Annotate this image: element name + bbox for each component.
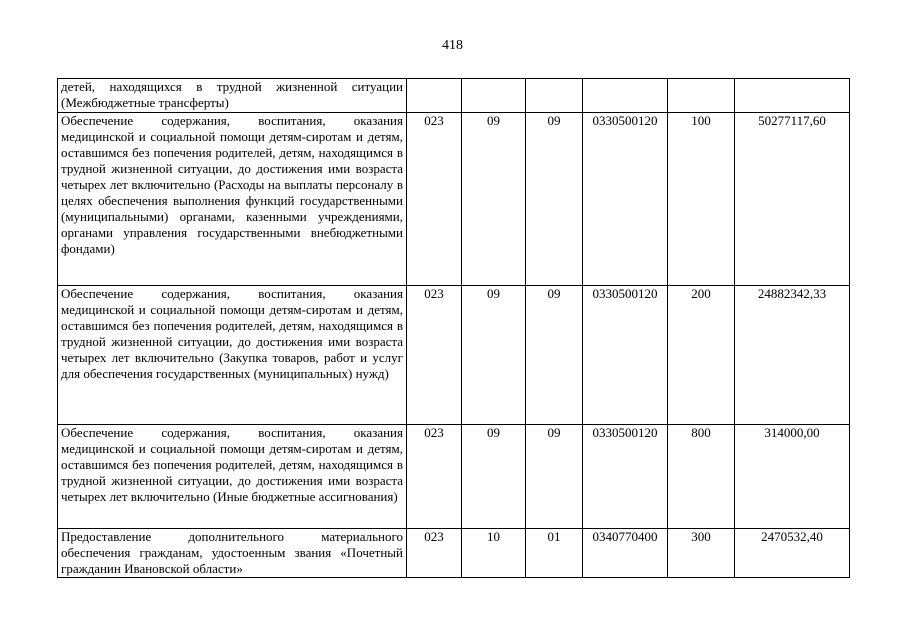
section-code: 10: [462, 529, 526, 578]
section-code: 09: [462, 113, 526, 286]
amount: 2470532,40: [735, 529, 850, 578]
expense-type-code: 300: [668, 529, 735, 578]
table-row: [58, 529, 850, 578]
subsection-code: 09: [526, 286, 583, 425]
expense-description: детей, находящихся в трудной жизненной ситуации (Межбюджетные трансферты): [58, 79, 407, 113]
expense-description: Обеспечение содержания, воспитания, оказания медицинской и социальной помощи детям-сиротам и детям, оставшимся без попечения родителей, детям, находящимся в трудной жизненной ситуации, до достижения ими возраста четырех лет включительно (Расходы на выплаты персоналу в целях обеспечения выполнения функций государственными (муниципальными) органами, казенными учреждениями, органами управления государственными внебюджетными фондами): [58, 113, 407, 286]
section-code: [462, 79, 526, 113]
ministry-code: 023: [407, 286, 462, 425]
target-article-code: 0330500120: [583, 286, 668, 425]
subsection-code: 09: [526, 425, 583, 529]
ministry-code: [407, 79, 462, 113]
table-row: [58, 425, 850, 529]
subsection-code: [526, 79, 583, 113]
table-row: [58, 79, 850, 113]
target-article-code: [583, 79, 668, 113]
table-row: [58, 113, 850, 286]
target-article-code: 0330500120: [583, 113, 668, 286]
expense-type-code: [668, 79, 735, 113]
ministry-code: 023: [407, 529, 462, 578]
amount: 50277117,60: [735, 113, 850, 286]
expense-description: Предоставление дополнительного материального обеспечения гражданам, удостоенным звания «Почетный гражданин Ивановской области»: [58, 529, 407, 578]
target-article-code: 0330500120: [583, 425, 668, 529]
section-code: 09: [462, 425, 526, 529]
page-number: 418: [442, 38, 463, 53]
ministry-code: 023: [407, 113, 462, 286]
expense-type-code: 200: [668, 286, 735, 425]
subsection-code: 09: [526, 113, 583, 286]
expense-description: Обеспечение содержания, воспитания, оказания медицинской и социальной помощи детям-сиротам и детям, оставшимся без попечения родителей, детям, находящимся в трудной жизненной ситуации, до достижения ими возраста четырех лет включительно (Закупка товаров, работ и услуг для обеспечения государственных (муниципальных) нужд): [58, 286, 407, 425]
table-row: [58, 286, 850, 425]
ministry-code: 023: [407, 425, 462, 529]
expense-type-code: 800: [668, 425, 735, 529]
expense-description: Обеспечение содержания, воспитания, оказания медицинской и социальной помощи детям-сиротам и детям, оставшимся без попечения родителей, детям, находящимся в трудной жизненной ситуации, до достижения ими возраста четырех лет включительно (Иные бюджетные ассигнования): [58, 425, 407, 529]
amount: 24882342,33: [735, 286, 850, 425]
expense-type-code: 100: [668, 113, 735, 286]
amount: 314000,00: [735, 425, 850, 529]
section-code: 09: [462, 286, 526, 425]
subsection-code: 01: [526, 529, 583, 578]
budget-table: [57, 78, 850, 578]
amount: [735, 79, 850, 113]
target-article-code: 0340770400: [583, 529, 668, 578]
